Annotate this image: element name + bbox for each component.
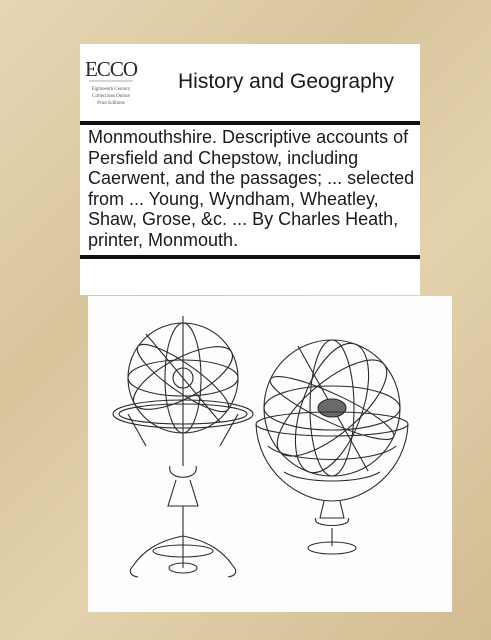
book-title: Monmouthshire. Descriptive accounts of Persfield and Chepstow, including Caerwent, and the passages; ... selected from ... Young, Wyndham, Wheatley, Shaw, Grose, &c. ... By Charles Heath, printer, Monmouth. bbox=[88, 127, 415, 250]
svg-text:Collections Online: Collections Online bbox=[92, 94, 130, 99]
svg-text:Eighteenth Century: Eighteenth Century bbox=[91, 87, 131, 92]
svg-text:ECCO: ECCO bbox=[84, 57, 138, 81]
armillary-sphere-right-image bbox=[88, 296, 452, 612]
white-strip bbox=[80, 259, 420, 295]
svg-text:Print Editions: Print Editions bbox=[97, 101, 125, 106]
ecco-logo bbox=[84, 50, 138, 114]
series-label: History and Geography bbox=[178, 70, 394, 93]
illustration-plate bbox=[88, 296, 452, 612]
